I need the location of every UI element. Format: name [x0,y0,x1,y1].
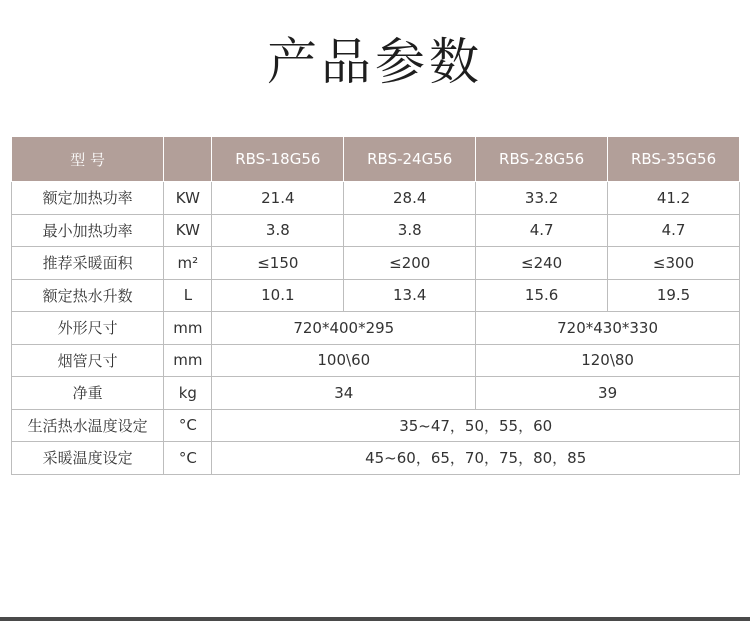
row-label: 净重 [12,377,164,410]
row-value: 15.6 [476,279,608,312]
row-net-weight [12,377,740,410]
row-label: 额定加热功率 [12,182,164,215]
row-rated-heat-power [12,182,740,215]
row-value: 3.8 [344,214,476,247]
row-unit: m² [164,247,212,280]
row-unit: °C [164,442,212,475]
bottom-divider [0,617,750,621]
row-value: 720*400*295 [212,312,476,345]
row-unit: mm [164,344,212,377]
row-value: 21.4 [212,182,344,215]
page-title: 产品参数 [267,33,483,91]
row-value: 45~60，65，70，75，80，85 [212,442,740,475]
row-value: 720*430*330 [476,312,740,345]
row-heating-temp [12,442,740,475]
row-value: 13.4 [344,279,476,312]
header-model-1: RBS-18G56 [212,137,344,182]
row-label: 采暖温度设定 [12,442,164,475]
row-unit: mm [164,312,212,345]
row-value: ≤150 [212,247,344,280]
row-min-heat-power [12,214,740,247]
row-label: 外形尺寸 [12,312,164,345]
header-model-3: RBS-28G56 [476,137,608,182]
row-unit: kg [164,377,212,410]
header-model-2: RBS-24G56 [344,137,476,182]
row-flue-size [12,344,740,377]
row-value: 41.2 [608,182,740,215]
row-value: 34 [212,377,476,410]
row-value: 120\80 [476,344,740,377]
row-unit: KW [164,182,212,215]
row-value: 33.2 [476,182,608,215]
row-value: 10.1 [212,279,344,312]
row-hot-water-rate [12,279,740,312]
header-row [12,137,740,182]
row-label: 生活热水温度设定 [12,409,164,442]
row-value: 4.7 [476,214,608,247]
header-model-label: 型 号 [12,137,164,182]
header-model-4: RBS-35G56 [608,137,740,182]
row-label: 烟管尺寸 [12,344,164,377]
row-value: 35~47，50，55，60 [212,409,740,442]
row-label: 推荐采暖面积 [12,247,164,280]
row-value: 28.4 [344,182,476,215]
row-dhw-temp [12,409,740,442]
row-dimensions [12,312,740,345]
row-unit: KW [164,214,212,247]
row-value: 4.7 [608,214,740,247]
row-label: 最小加热功率 [12,214,164,247]
row-unit: °C [164,409,212,442]
row-unit: L [164,279,212,312]
row-value: ≤240 [476,247,608,280]
header-unit [164,137,212,182]
row-heating-area [12,247,740,280]
row-label: 额定热水升数 [12,279,164,312]
row-value: ≤200 [344,247,476,280]
row-value: 39 [476,377,740,410]
row-value: 19.5 [608,279,740,312]
row-value: ≤300 [608,247,740,280]
spec-table [11,136,740,475]
row-value: 100\60 [212,344,476,377]
row-value: 3.8 [212,214,344,247]
